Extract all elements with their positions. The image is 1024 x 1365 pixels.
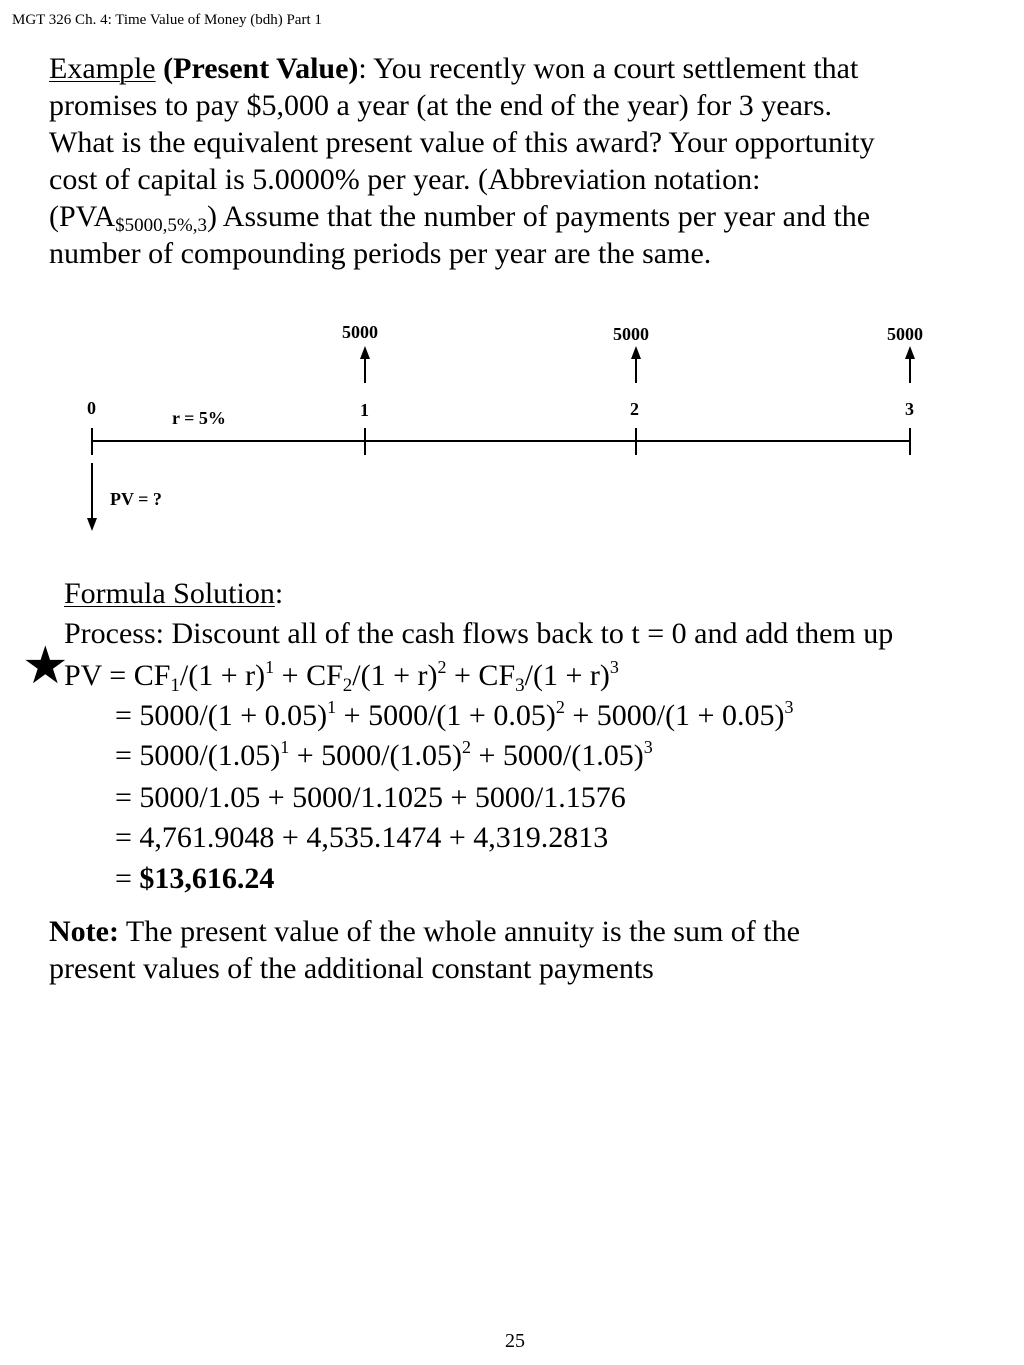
formula-line-2: = $5000/(1 + 0.05)^1 + 5000/(1 + 0.05)^2 + 5000/(1 + 0.05)^3$ <box>115 697 794 732</box>
note-label: Note: <box>49 915 119 948</box>
formula-line-1: PV = $CF_1/(1 + r)^1 + CF_2/(1 + r)^2 + CF_3/(1 + r)^3$ <box>64 657 619 696</box>
example-label: Example <box>49 52 156 85</box>
problem-line-1: Example (Present Value): You recently won a court settlement that <box>49 52 859 85</box>
formula-line-3: = $5000/(1.05)^1 + 5000/(1.05)^2 + 5000/(1.05)^3$ <box>115 737 653 772</box>
payment-arrowhead-2 <box>631 346 641 359</box>
star-icon: ★ <box>22 636 69 696</box>
pva-subscript: $5000,5%,3 <box>115 215 207 236</box>
pv-label: PV = ? <box>110 489 162 509</box>
problem-line-4: cost of capital is 5.0000% per year. (Abbreviation notation: <box>49 163 761 196</box>
payment-arrowhead-3 <box>905 346 915 359</box>
page-header: MGT 326 Ch. 4: Time Value of Money (bdh) Part 1 <box>12 12 322 28</box>
formula-answer-line: = $13,616.24 <box>115 862 275 895</box>
payment-arrowhead-1 <box>360 346 370 359</box>
period-label-3: 3 <box>905 399 914 419</box>
page-number: 25 <box>505 1330 525 1352</box>
process-line: Process: Discount all of the cash flows back to t = 0 and add them up <box>64 617 894 650</box>
formula-line-4: = 5000/1.05 + 5000/1.1025 + 5000/1.1576 <box>115 781 626 814</box>
note-line-1: Note: The present value of the whole annuity is the sum of the <box>49 915 800 948</box>
present-value-answer: $13,616.24 <box>139 862 275 895</box>
period-label-1: 1 <box>360 400 369 420</box>
period-label-2: 2 <box>630 399 639 419</box>
note-line-2: present values of the additional constant payments <box>49 952 654 985</box>
payment-label-3: 5000 <box>887 324 923 344</box>
problem-line-6: number of compounding periods per year are the same. <box>49 237 712 270</box>
problem-line-2: promises to pay $5,000 a year (at the end of the year) for 3 years. <box>49 89 833 122</box>
note-block <box>49 913 800 987</box>
formula-line-5: = 4,761.9048 + 4,535.1474 + 4,319.2813 <box>115 821 609 854</box>
problem-line-3: What is the equivalent present value of this award? Your opportunity <box>49 126 875 159</box>
formula-solution-heading: Formula Solution: <box>64 577 284 610</box>
problem-line-5: $(PVA_{\$5000,5\%,3})$ Assume that the number of payments per year and the <box>49 200 871 236</box>
period-label-0: 0 <box>87 398 96 418</box>
payment-label-1: 5000 <box>342 322 378 342</box>
payment-label-2: 5000 <box>613 324 649 344</box>
cash-flow-timeline <box>0 0 1024 560</box>
present-value-label: (Present Value) <box>163 52 359 85</box>
rate-label: r = 5% <box>172 408 226 428</box>
pv-arrowhead <box>87 518 97 531</box>
